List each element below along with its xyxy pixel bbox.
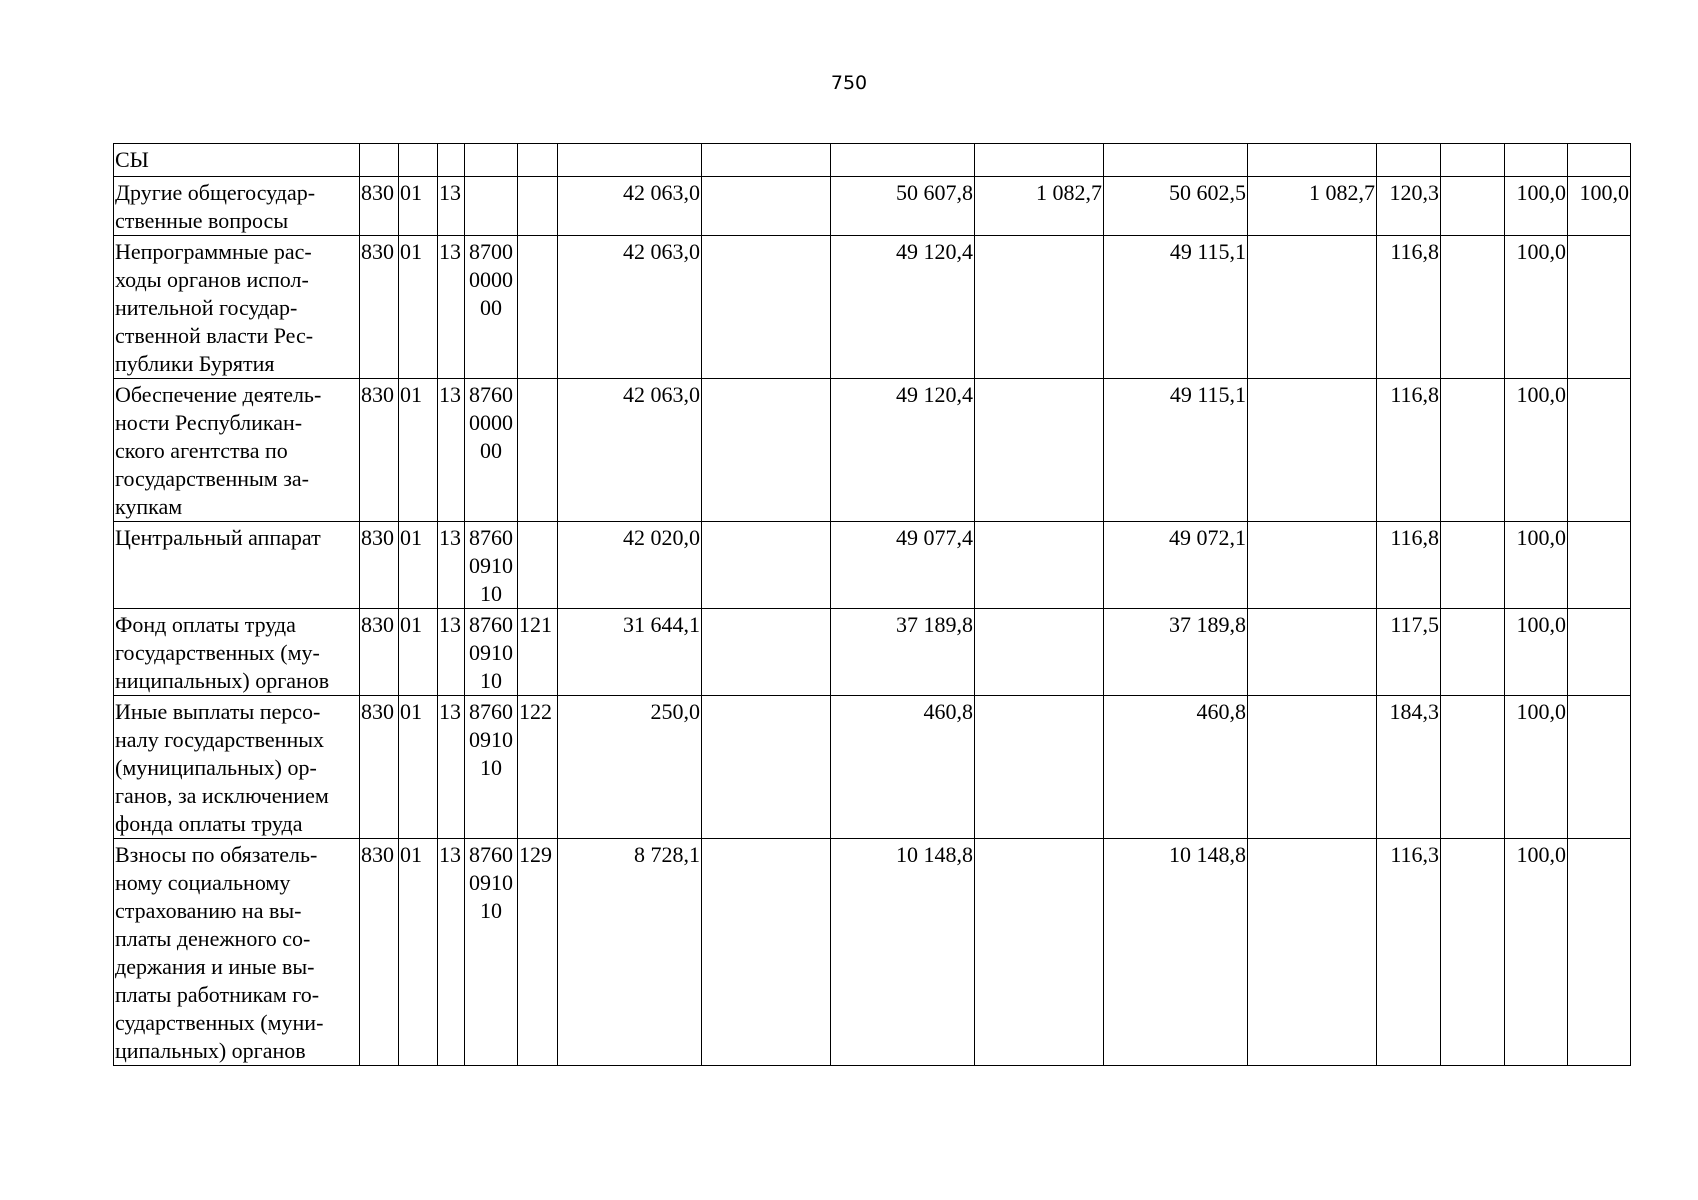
value-col-1: 250,0 [558,696,702,839]
value-col-6: 1 082,7 [1248,177,1377,236]
value-col-1 [558,144,702,177]
value-col-8 [1441,144,1505,177]
code-section: 01 [399,522,438,609]
value-col-8 [1441,696,1505,839]
value-col-10 [1568,839,1631,1066]
code-subsection [438,144,465,177]
value-col-1: 42 020,0 [558,522,702,609]
code-expense-type: 122 [518,696,558,839]
value-col-3: 10 148,8 [831,839,975,1066]
code-target-article: 8760 0910 10 [465,696,518,839]
value-col-7: 120,3 [1377,177,1441,236]
value-col-5: 49 115,1 [1104,379,1248,522]
code-subsection: 13 [438,177,465,236]
row-name: Иные выплаты персо- налу государственных (муниципальных) ор- ганов, за исключением фонда оплаты труда [114,696,360,839]
value-col-9 [1505,144,1568,177]
value-col-6 [1248,236,1377,379]
code-target-article [465,144,518,177]
code-grbs: 830 [360,609,399,696]
value-col-3 [831,144,975,177]
value-col-7: 116,8 [1377,379,1441,522]
code-target-article: 8760 0910 10 [465,839,518,1066]
value-col-10 [1568,236,1631,379]
code-target-article: 8760 0910 10 [465,609,518,696]
value-col-5: 49 115,1 [1104,236,1248,379]
value-col-9: 100,0 [1505,177,1568,236]
value-col-2 [702,609,831,696]
value-col-9: 100,0 [1505,696,1568,839]
code-expense-type [518,144,558,177]
row-name: Фонд оплаты труда государственных (му- ниципальных) органов [114,609,360,696]
value-col-4 [975,609,1104,696]
value-col-3: 49 120,4 [831,379,975,522]
code-expense-type: 129 [518,839,558,1066]
code-expense-type [518,236,558,379]
table-row [114,379,1631,522]
value-col-1: 8 728,1 [558,839,702,1066]
code-grbs: 830 [360,236,399,379]
value-col-4 [975,379,1104,522]
code-section: 01 [399,839,438,1066]
value-col-2 [702,839,831,1066]
code-target-article [465,177,518,236]
value-col-8 [1441,177,1505,236]
value-col-9: 100,0 [1505,379,1568,522]
table-row [114,696,1631,839]
value-col-5: 37 189,8 [1104,609,1248,696]
code-expense-type [518,177,558,236]
row-name: Центральный аппарат [114,522,360,609]
value-col-3: 50 607,8 [831,177,975,236]
value-col-6 [1248,609,1377,696]
value-col-6 [1248,522,1377,609]
value-col-1: 42 063,0 [558,236,702,379]
value-col-9: 100,0 [1505,609,1568,696]
value-col-6 [1248,144,1377,177]
table-row [114,236,1631,379]
value-col-7: 116,3 [1377,839,1441,1066]
value-col-7: 184,3 [1377,696,1441,839]
row-name: Другие общегосудар- ственные вопросы [114,177,360,236]
code-grbs: 830 [360,379,399,522]
value-col-3: 460,8 [831,696,975,839]
page-number: 750 [830,72,868,94]
table-row [114,609,1631,696]
value-col-10 [1568,696,1631,839]
value-col-5: 10 148,8 [1104,839,1248,1066]
value-col-4: 1 082,7 [975,177,1104,236]
table-row [114,177,1631,236]
value-col-1: 42 063,0 [558,177,702,236]
code-target-article: 8760 0910 10 [465,522,518,609]
row-name: Непрограммные рас- ходы органов испол- нительной государ- ственной власти Рес- публики Бурятия [114,236,360,379]
table-row [114,144,1631,177]
table-row [114,839,1631,1066]
value-col-2 [702,379,831,522]
value-col-8 [1441,839,1505,1066]
code-subsection: 13 [438,609,465,696]
value-col-10 [1568,379,1631,522]
value-col-8 [1441,236,1505,379]
code-target-article: 8700 0000 00 [465,236,518,379]
code-section: 01 [399,236,438,379]
code-grbs: 830 [360,522,399,609]
value-col-6 [1248,379,1377,522]
value-col-5 [1104,144,1248,177]
value-col-4 [975,696,1104,839]
value-col-2 [702,177,831,236]
value-col-6 [1248,696,1377,839]
value-col-3: 49 077,4 [831,522,975,609]
code-subsection: 13 [438,522,465,609]
value-col-4 [975,144,1104,177]
value-col-7: 117,5 [1377,609,1441,696]
code-expense-type [518,522,558,609]
row-name: СЫ [114,144,360,177]
value-col-4 [975,839,1104,1066]
value-col-10 [1568,144,1631,177]
value-col-8 [1441,609,1505,696]
value-col-6 [1248,839,1377,1066]
value-col-2 [702,144,831,177]
code-subsection: 13 [438,236,465,379]
code-section: 01 [399,696,438,839]
value-col-3: 37 189,8 [831,609,975,696]
value-col-9: 100,0 [1505,839,1568,1066]
value-col-7 [1377,144,1441,177]
value-col-5: 50 602,5 [1104,177,1248,236]
code-subsection: 13 [438,839,465,1066]
code-grbs: 830 [360,696,399,839]
table-row [114,522,1631,609]
value-col-9: 100,0 [1505,522,1568,609]
value-col-5: 460,8 [1104,696,1248,839]
code-expense-type [518,379,558,522]
value-col-10 [1568,609,1631,696]
value-col-10: 100,0 [1568,177,1631,236]
row-name: Взносы по обязатель- ному социальному страхованию на вы- платы денежного со- держания и иные вы- платы работникам го- сударственных (муни- ципальных) органов [114,839,360,1066]
value-col-2 [702,696,831,839]
value-col-4 [975,236,1104,379]
value-col-8 [1441,522,1505,609]
value-col-3: 49 120,4 [831,236,975,379]
code-expense-type: 121 [518,609,558,696]
value-col-4 [975,522,1104,609]
code-subsection: 13 [438,379,465,522]
code-grbs: 830 [360,177,399,236]
value-col-5: 49 072,1 [1104,522,1248,609]
value-col-9: 100,0 [1505,236,1568,379]
value-col-2 [702,236,831,379]
value-col-7: 116,8 [1377,522,1441,609]
code-grbs [360,144,399,177]
code-section [399,144,438,177]
value-col-10 [1568,522,1631,609]
code-target-article: 8760 0000 00 [465,379,518,522]
value-col-2 [702,522,831,609]
code-section: 01 [399,609,438,696]
code-grbs: 830 [360,839,399,1066]
value-col-1: 31 644,1 [558,609,702,696]
row-name: Обеспечение деятель- ности Республикан- ского агентства по государственным за- купкам [114,379,360,522]
value-col-7: 116,8 [1377,236,1441,379]
code-subsection: 13 [438,696,465,839]
code-section: 01 [399,177,438,236]
value-col-1: 42 063,0 [558,379,702,522]
value-col-8 [1441,379,1505,522]
budget-table [113,143,1631,1066]
code-section: 01 [399,379,438,522]
